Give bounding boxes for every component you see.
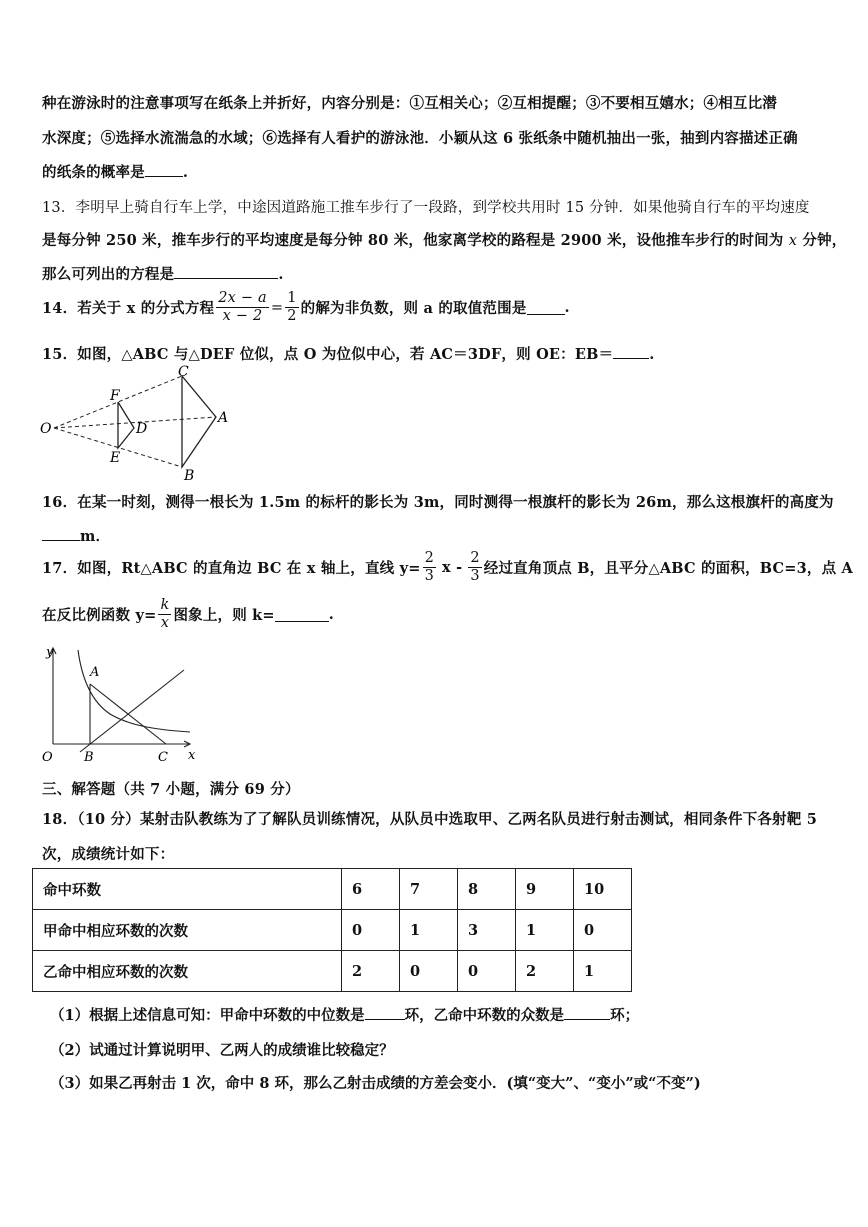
q18-sub-1-c: 环； <box>610 1007 640 1024</box>
q18-line-2: 次，成绩统计如下： <box>42 846 175 863</box>
table-cell: 1 <box>516 910 574 951</box>
q17-text-2a: 在反比例函数 y= <box>42 607 157 624</box>
q17-answer-blank[interactable] <box>275 607 329 622</box>
label-d: D <box>136 421 148 437</box>
q14-rhs-denominator: 2 <box>287 308 297 324</box>
label-f: F <box>110 388 120 404</box>
label-x-axis: x <box>188 748 196 763</box>
table-cell: 7 <box>400 869 458 910</box>
q12-answer-blank[interactable] <box>145 162 183 177</box>
label-o: O <box>40 421 52 437</box>
label-a: A <box>218 410 229 426</box>
line-through-b <box>80 670 184 752</box>
table-row <box>33 869 632 910</box>
q17-frac1-den: 3 <box>424 568 435 584</box>
q16-line-2 <box>42 525 110 546</box>
table-cell: 乙命中相应环数的次数 <box>33 951 342 992</box>
table-cell: 0 <box>342 910 400 951</box>
label-origin: O <box>42 750 53 765</box>
table-cell: 0 <box>458 951 516 992</box>
q13-line-3-end: . <box>278 266 284 283</box>
q17-frac1-num: 2 <box>424 550 435 566</box>
q15-answer-blank[interactable] <box>613 344 649 359</box>
q17-frac2-den: 3 <box>470 568 480 584</box>
triangle-def <box>118 402 134 448</box>
q18-sub-2: （2）试通过计算说明甲、乙两人的成绩谁比较稳定？ <box>50 1042 394 1059</box>
q17-text-2b: 图象上，则 k= <box>173 607 275 624</box>
q12-line-3-end: . <box>182 164 189 181</box>
table-cell: 3 <box>458 910 516 951</box>
table-cell: 2 <box>516 951 574 992</box>
table-cell: 1 <box>400 910 458 951</box>
hyperbola-curve <box>78 650 190 732</box>
table-row <box>33 910 632 951</box>
q14-answer-blank[interactable] <box>527 300 565 315</box>
table-cell: 6 <box>342 869 400 910</box>
ray-o-a <box>54 417 216 428</box>
table-cell: 0 <box>574 910 632 951</box>
q12-line-2: 水深度；⑤选择水流湍急的水域；⑥选择有人看护的游泳池．小颖从这 6 张纸条中随机抽出一张，抽到内容描述正确 <box>42 130 798 147</box>
q15-line <box>42 343 655 364</box>
label-e: E <box>110 450 121 466</box>
label-point-a: A <box>90 665 100 680</box>
q15-text: 15．如图，△ABC 与△DEF 位似，点 O 为位似中心，若 AC＝3DF，则 OE：EB＝ <box>42 346 614 363</box>
label-point-b: B <box>84 750 94 765</box>
q17-coordinate-figure <box>38 640 206 768</box>
q13-line-3 <box>42 263 284 284</box>
q13-text-2a: 是每分钟 250 米，推车步行的平均速度是每分钟 80 米，他家离学校的路程是 2900 米，设他推车步行的时间为 <box>42 232 784 249</box>
q13-text-2b: 分钟， <box>802 232 847 249</box>
table-cell: 8 <box>458 869 516 910</box>
q18-sub-1 <box>50 1004 639 1025</box>
q17-line-2 <box>42 597 334 632</box>
q13-text-3: 那么可列出的方程是 <box>42 266 175 283</box>
q17-text-1b: 经过直角顶点 B，且平分△ABC 的面积，BC=3，点 A <box>483 560 853 577</box>
q14-rhs-numerator: 1 <box>287 290 297 306</box>
table-cell: 0 <box>400 951 458 992</box>
q15-end: . <box>649 346 655 363</box>
q12-line-1: 种在游泳时的注意事项写在纸条上并折好，内容分别是：①互相关心；②互相提醒；③不要相互嬉水；④相互比潜 <box>42 95 777 112</box>
q12-line-3-text: 的纸条的概率是 <box>42 164 145 181</box>
q17-k-den: x <box>160 615 170 631</box>
table-cell: 9 <box>516 869 574 910</box>
q12-line-3 <box>42 161 188 182</box>
q13-line-2 <box>42 229 847 250</box>
q14-lhs-denominator: x − 2 <box>222 308 263 324</box>
q17-fraction-2 <box>468 550 481 585</box>
q16-line-1: 16．在某一时刻，测得一根长为 1.5m 的标杆的影长为 3m，同时测得一根旗杆的影长为 26m，那么这根旗杆的高度为 <box>42 494 834 511</box>
label-point-c: C <box>158 750 168 765</box>
q17-k-fraction <box>158 597 171 632</box>
table-cell: 10 <box>574 869 632 910</box>
label-b: B <box>184 468 195 482</box>
q18-score-table <box>32 868 632 992</box>
q13-var-x: x <box>788 233 798 249</box>
q14-lhs-numerator: 2x − a <box>218 290 267 306</box>
q14-suffix: 的解为非负数，则 a 的取值范围是 <box>300 300 527 317</box>
table-row <box>33 951 632 992</box>
q13-line-1 <box>42 196 810 217</box>
triangle-abc <box>182 376 216 467</box>
q17-fraction-1 <box>423 550 436 585</box>
table-cell: 命中环数 <box>33 869 342 910</box>
q17-k-num: k <box>160 597 170 613</box>
label-y-axis: y <box>46 645 54 660</box>
q14-line <box>42 290 570 325</box>
q18-sub-3: （3）如果乙再射击 1 次，命中 8 环，那么乙射击成绩的方差会变小．(填“变大”、“变小”或“不变”) <box>50 1075 701 1092</box>
q18-median-blank[interactable] <box>365 1005 405 1020</box>
q18-line-1: 18．（10 分）某射击队教练为了了解队员训练情况，从队员中选取甲、乙两名队员进行射击测试，相同条件下各射靶 5 <box>42 811 817 828</box>
q18-sub-1-b: 环，乙命中环数的众数是 <box>404 1007 565 1024</box>
q16-line-2-end: m． <box>80 528 111 545</box>
q14-end: . <box>564 299 570 316</box>
section-3-heading: 三、解答题（共 7 小题，满分 69 分） <box>42 781 300 798</box>
q17-frac2-num: 2 <box>470 550 480 566</box>
table-cell: 甲命中相应环数的次数 <box>33 910 342 951</box>
q18-mode-blank[interactable] <box>564 1005 610 1020</box>
table-cell: 2 <box>342 951 400 992</box>
q16-answer-blank[interactable] <box>42 526 80 541</box>
q13-text-1: 13．李明早上骑自行车上学，中途因道路施工推车步行了一段路，到学校共用时 15 分钟．如果他骑自行车的平均速度 <box>42 200 810 216</box>
q18-sub-1-a: （1）根据上述信息可知：甲命中环数的中位数是 <box>50 1007 365 1024</box>
q17-x-minus: x - <box>442 559 463 576</box>
q14-rhs-fraction <box>285 290 298 325</box>
q14-equals: = <box>270 299 284 316</box>
q14-lhs-fraction <box>216 290 269 325</box>
q13-answer-blank[interactable] <box>174 264 278 279</box>
q14-prefix: 14．若关于 x 的分式方程 <box>42 300 215 317</box>
q17-line-1 <box>42 550 853 585</box>
q15-homothety-figure <box>34 364 234 482</box>
table-cell: 1 <box>574 951 632 992</box>
q17-text-1a: 17．如图，Rt△ABC 的直角边 BC 在 x 轴上，直线 y= <box>42 560 421 577</box>
q17-end: . <box>328 606 335 623</box>
label-c: C <box>178 364 189 380</box>
